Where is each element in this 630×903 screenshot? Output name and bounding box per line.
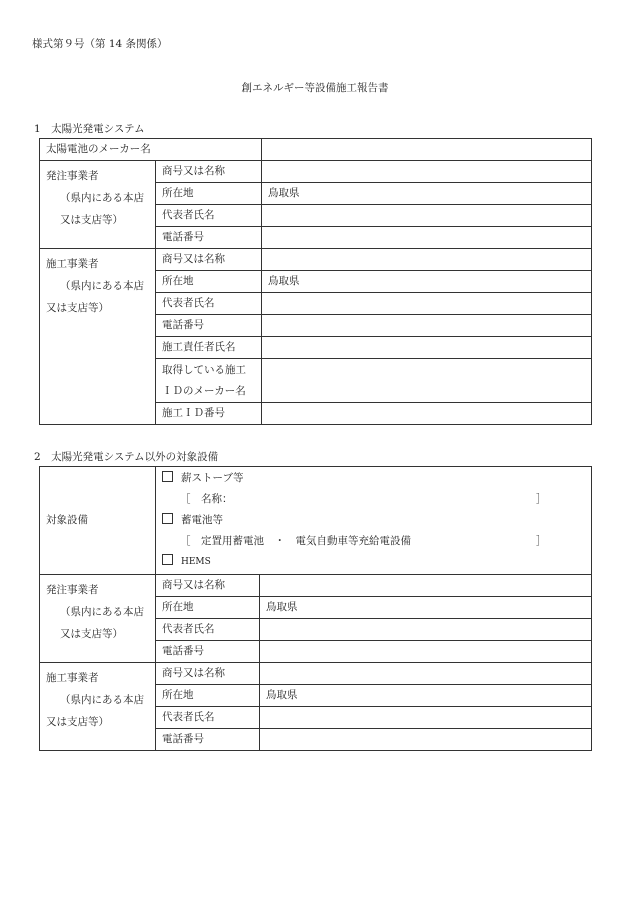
equipment-label: 対象設備	[40, 467, 156, 575]
maker-label: 太陽電池のメーカー名	[40, 139, 262, 161]
field-label: 取得している施工 ＩＤのメーカー名	[156, 359, 262, 403]
field-value[interactable]	[262, 161, 592, 183]
field-label: 電話番号	[156, 641, 260, 663]
field-label: 代表者氏名	[156, 707, 260, 729]
field-label: 代表者氏名	[156, 293, 262, 315]
orderer-label: 発注事業者 （県内にある本店 又は支店等）	[40, 575, 156, 663]
field-value[interactable]: 鳥取県	[260, 597, 592, 619]
field-label: 代表者氏名	[156, 619, 260, 641]
field-value[interactable]	[260, 663, 592, 685]
field-value[interactable]	[260, 575, 592, 597]
field-value[interactable]	[262, 205, 592, 227]
form-number: 様式第９号（第 14 条関係）	[32, 38, 168, 50]
section2-table	[39, 466, 592, 751]
field-value[interactable]	[262, 249, 592, 271]
checkbox-icon[interactable]	[162, 554, 173, 565]
field-label: 商号又は名称	[156, 575, 260, 597]
checkbox-icon[interactable]	[162, 513, 173, 524]
field-label: 所在地	[156, 597, 260, 619]
field-label: 商号又は名称	[156, 249, 262, 271]
field-value[interactable]	[260, 729, 592, 751]
field-label: 商号又は名称	[156, 663, 260, 685]
field-label: 商号又は名称	[156, 161, 262, 183]
field-value[interactable]	[262, 359, 592, 403]
maker-value[interactable]	[262, 139, 592, 161]
option-battery[interactable]: 蓄電池等	[162, 510, 223, 531]
field-label: 所在地	[156, 685, 260, 707]
field-label: 電話番号	[156, 315, 262, 337]
field-value[interactable]: 鳥取県	[262, 183, 592, 205]
field-value[interactable]	[260, 619, 592, 641]
field-value[interactable]	[262, 403, 592, 425]
field-label: 施工責任者氏名	[156, 337, 262, 359]
field-value[interactable]	[262, 227, 592, 249]
section2-heading: 2 太陽光発電システム以外の対象設備	[34, 451, 219, 463]
field-value[interactable]: 鳥取県	[262, 271, 592, 293]
contractor-label: 施工事業者 （県内にある本店 又は支店等）	[40, 663, 156, 751]
option-hems[interactable]: HEMS	[162, 552, 211, 573]
checkbox-icon[interactable]	[162, 471, 173, 482]
section1-heading: 1 太陽光発電システム	[34, 123, 145, 135]
field-label: 電話番号	[156, 729, 260, 751]
field-value[interactable]: 鳥取県	[260, 685, 592, 707]
field-value[interactable]	[262, 293, 592, 315]
field-value[interactable]	[260, 707, 592, 729]
field-label: 電話番号	[156, 227, 262, 249]
option-firewood-stove[interactable]: 薪ストーブ等	[162, 468, 243, 489]
field-label: 代表者氏名	[156, 205, 262, 227]
orderer-label: 発注事業者 （県内にある本店 又は支店等）	[40, 161, 156, 249]
contractor-label: 施工事業者 （県内にある本店 又は支店等）	[40, 249, 156, 425]
field-label: 所在地	[156, 271, 262, 293]
field-value[interactable]	[262, 337, 592, 359]
field-value[interactable]	[262, 315, 592, 337]
equipment-options: 薪ストーブ等 ［ 名称： ］ 蓄電池等 ［ 定置用蓄電池 ・ 電気自動車等充給電設備 ］ HEMS	[156, 467, 592, 575]
document-title: 創エネルギー等設備施工報告書	[241, 82, 389, 94]
field-value[interactable]	[260, 641, 592, 663]
field-label: 施工ＩＤ番号	[156, 403, 262, 425]
section1-table	[39, 138, 592, 425]
field-label: 所在地	[156, 183, 262, 205]
